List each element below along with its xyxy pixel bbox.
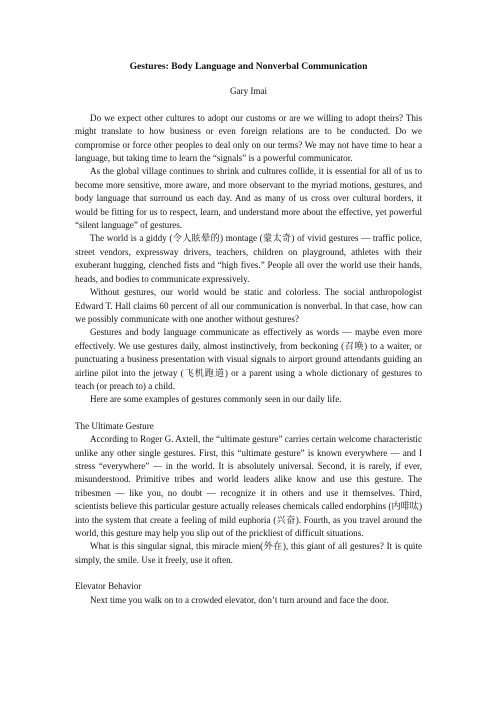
document-body	[75, 60, 422, 607]
elevator-paragraph-1: Next time you walk on to a crowded elevator, don’t turn around and face the door.	[90, 594, 389, 605]
intro-paragraph-3: The world is a giddy (令人眩晕的) montage (蒙太奇) of vivid gestures — traffic police, street vendors, expressway drivers, teachers, children on playground, athletes with their exuberant hugging, clenched fists and “high fives.” People all over the world use their hands, heads, and bodies to communicate expressively.	[75, 233, 422, 284]
ultimate-gesture-paragraph-2: What is this singular signal, this miracle mien(外在), this giant of all gestures? It is quite simply, the smile. Use it freely, use it often.	[75, 541, 422, 565]
intro-paragraph-2: As the global village continues to shrink and cultures collide, it is essential for all of us to become more sensitive, more aware, and more observant to the myriad motions, gestures, and body language that surround us each day. And as many of us cross over cultural borders, it would be fitting for us to respect, learn, and understand more about the effective, yet powerful “silent language” of gestures.	[75, 166, 422, 231]
intro-paragraph-6: Here are some examples of gestures commonly seen in our daily life.	[90, 394, 342, 405]
section-heading-elevator: Elevator Behavior	[75, 581, 142, 592]
ultimate-gesture-paragraph-1: According to Roger G. Axtell, the “ultimate gesture” carries certain welcome characteristic unlike any other single gestures. First, this “ultimate gesture” is known everywhere — and I stress “everywhere” — in the world. It is absolutely universal. Second, it is rarely, if ever, misunderstood. Primitive tribes and world leaders alike know and use this gesture. The tribesmen — like you, no doubt — recognize it in others and use it themselves. Third, scientists believe this particular gesture actually releases chemicals called endorphins (内啡呔) into the system that create a feeling of mild euphoria (兴奋). Fourth, as you travel around the world, this gesture may help you slip out of the prickliest of difficult situations.	[75, 434, 422, 538]
section-heading-ultimate-gesture: The Ultimate Gesture	[75, 420, 154, 431]
intro-paragraph-5: Gestures and body language communicate as effectively as words — maybe even more effectively. We use gestures daily, almost instinctively, from beckoning (召唤) to a waiter, or punctuating a business presentation with visual signals to airport ground attendants guiding an airline pilot into the jetway (飞机跑道) or a parent using a whole dictionary of gestures to teach (or preach to) a child.	[75, 327, 422, 391]
document-author: Gary Imai	[229, 86, 268, 97]
intro-paragraph-1: Do we expect other cultures to adopt our customs or are we willing to adopt theirs? This might translate to how business or even foreign relations are to be conducted. Do we compromise or force other peoples to deal only on our terms? We may not have time to hear a language, but taking time to learn the “signals” is a powerful communicator.	[75, 112, 422, 164]
intro-paragraph-4: Without gestures, our world would be static and colorless. The social anthropologist Edward T. Hall claims 60 percent of all our communication is nonverbal. In that case, how can we possibly communicate with one another without gestures?	[75, 287, 422, 324]
document-title: Gestures: Body Language and Nonverbal Communication	[129, 61, 368, 72]
